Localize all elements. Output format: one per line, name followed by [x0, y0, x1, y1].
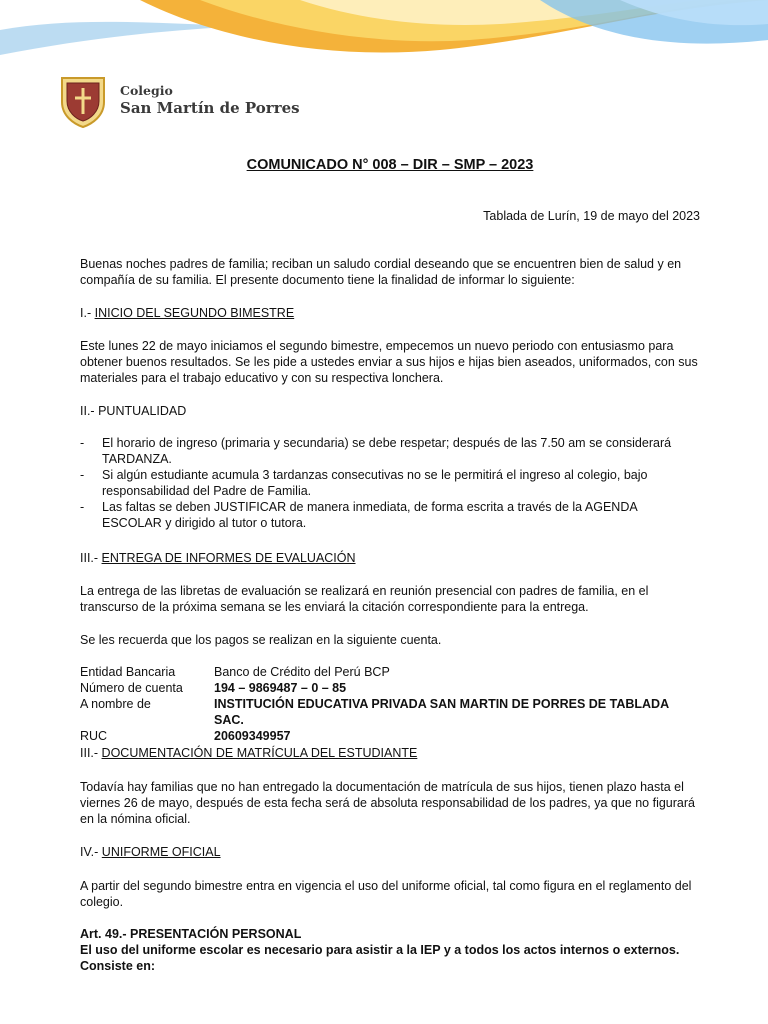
- article-text: El uso del uniforme escolar es necesario para asistir a la IEP y a todos los actos internos o externos. Consiste en:: [80, 943, 680, 973]
- account-holder-value: INSTITUCIÓN EDUCATIVA PRIVADA SAN MARTIN DE PORRES DE TABLADA SAC.: [214, 697, 669, 727]
- intro-paragraph: Buenas noches padres de familia; reciban un saludo cordial deseando que se encuentren bien de salud y en compañía de su familia. El presente documento tiene la finalidad de informar lo siguiente:: [80, 257, 682, 287]
- account-holder-label: A nombre de: [80, 697, 151, 711]
- bank-entity-value: Banco de Crédito del Perú BCP: [214, 665, 390, 679]
- table-row: [80, 728, 700, 744]
- section-3-heading: [80, 550, 700, 566]
- section-number: IV.-: [80, 845, 99, 859]
- logo-school-name: San Martín de Porres: [120, 99, 300, 117]
- bank-details: [80, 664, 700, 744]
- section-title: ENTREGA DE INFORMES DE EVALUACIÓN: [101, 551, 356, 565]
- ruc-label: RUC: [80, 729, 108, 743]
- section-number: III.-: [80, 746, 99, 760]
- article-title: Art. 49.- PRESENTACIÓN PERSONAL: [80, 927, 302, 941]
- section-1-heading: [80, 305, 700, 321]
- section-5-heading: [80, 844, 700, 860]
- section-1-text: Este lunes 22 de mayo iniciamos el segundo bimestre, empecemos un nuevo periodo con entusiasmo para obtener buenos resultados. Se les pide a ustedes enviar a sus hijos e hijas bien aseados, uniformados, con sus materiales para el trabajo educativo y con su respectiva lonchera.: [80, 339, 698, 385]
- payment-note: Se les recuerda que los pagos se realizan en la siguiente cuenta.: [80, 633, 442, 647]
- document-title: COMUNICADO N° 008 – DIR – SMP – 2023: [246, 157, 534, 173]
- document-date: Tablada de Lurín, 19 de mayo del 2023: [483, 209, 700, 223]
- list-item: - Si algún estudiante acumula 3 tardanzas consecutivas no se le permitirá el ingreso al colegio, bajo responsabilidad del Padre de Familia.: [80, 468, 648, 498]
- list-item: - El horario de ingreso (primaria y secundaria) se debe respetar; después de las 7.50 am se considerará TARDANZA.: [80, 436, 672, 466]
- logo-small-text: Colegio: [120, 83, 173, 98]
- section-5-text: A partir del segundo bimestre entra en vigencia el uso del uniforme oficial, tal como figura en el reglamento del colegio.: [80, 879, 692, 909]
- list-item: - Las faltas se deben JUSTIFICAR de manera inmediata, de forma escrita a través de la AGENDA ESCOLAR y dirigido al tutor o tutora.: [80, 500, 637, 530]
- section-title: INICIO DEL SEGUNDO BIMESTRE: [94, 306, 295, 320]
- header-wave-decoration: [0, 0, 768, 75]
- school-crest-icon: [58, 74, 108, 128]
- section-title: UNIFORME OFICIAL: [101, 845, 221, 859]
- bank-entity-label: Entidad Bancaria: [80, 665, 176, 679]
- section-number: I.-: [80, 306, 92, 320]
- section-2-heading: [80, 403, 700, 419]
- table-row: [80, 696, 700, 728]
- section-3-text: La entrega de las libretas de evaluación se realizará en reunión presencial con padres de familia, en el transcurso de la próxima semana se les enviará la citación correspondiente para la entrega.: [80, 584, 649, 614]
- section-title: PUNTUALIDAD: [98, 404, 187, 418]
- ruc-value: 20609349957: [214, 729, 291, 743]
- section-number: II.-: [80, 404, 95, 418]
- account-number-value: 194 – 9869487 – 0 – 85: [214, 681, 347, 695]
- section-4-heading: [80, 745, 700, 761]
- table-row: [80, 680, 700, 696]
- section-number: III.-: [80, 551, 99, 565]
- table-row: [80, 664, 700, 680]
- section-title: DOCUMENTACIÓN DE MATRÍCULA DEL ESTUDIANTE: [101, 746, 418, 760]
- account-number-label: Número de cuenta: [80, 681, 183, 695]
- school-header: [58, 74, 300, 128]
- section-4-text: Todavía hay familias que no han entregado la documentación de matrícula de sus hijos, tienen plazo hasta el viernes 26 de mayo, después de esta fecha será de absoluta responsabilidad de los padres, ya que no figurará en la nómina oficial.: [80, 780, 695, 826]
- punctuality-list: [80, 435, 700, 531]
